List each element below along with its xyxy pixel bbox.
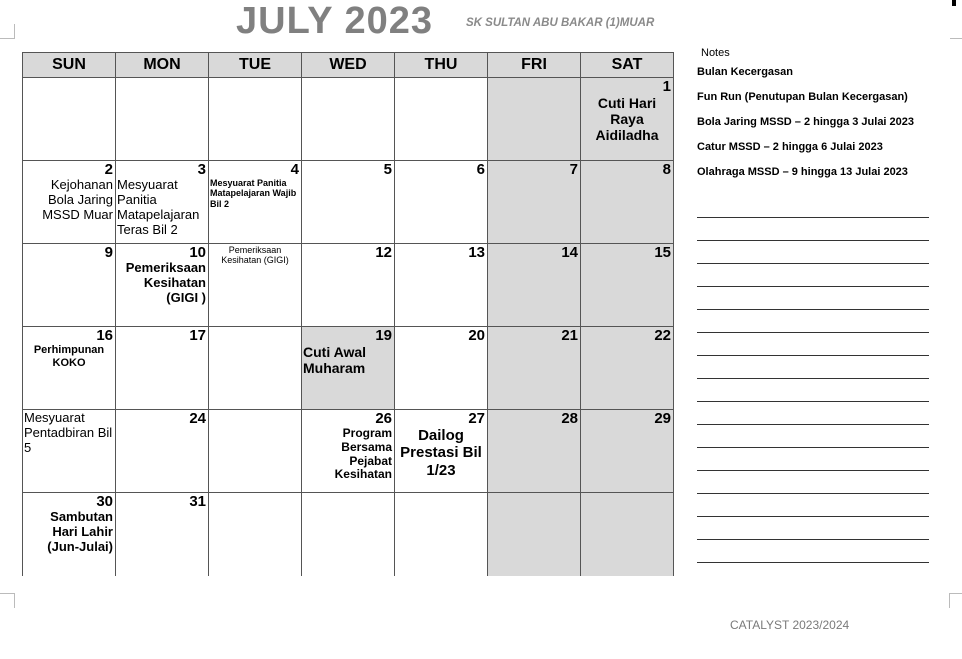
week-row xyxy=(23,410,674,493)
day-cell[interactable] xyxy=(209,493,302,576)
note-item: Catur MSSD – 2 hingga 6 Julai 2023 xyxy=(697,141,883,153)
day-number: 1 xyxy=(662,78,671,95)
note-line xyxy=(697,448,929,471)
day-number: 13 xyxy=(468,244,485,261)
day-number: 21 xyxy=(561,327,578,344)
day-cell[interactable] xyxy=(488,78,581,161)
day-number xyxy=(209,78,301,79)
day-number xyxy=(395,78,487,79)
weekday-header: WED xyxy=(302,53,395,78)
day-number: 22 xyxy=(654,327,671,344)
note-line xyxy=(697,379,929,402)
footer-label: CATALYST 2023/2024 xyxy=(730,618,850,632)
day-number: 3 xyxy=(197,161,206,178)
day-cell[interactable] xyxy=(209,410,302,493)
day-cell[interactable] xyxy=(488,161,581,244)
weekday-header: TUE xyxy=(209,53,302,78)
day-number: 20 xyxy=(468,327,485,344)
day-event: Mesyuarat Panitia Matapelajaran Wajib Bil 2 xyxy=(210,178,297,209)
day-event: Cuti Awal Muharam xyxy=(303,344,367,377)
day-cell[interactable] xyxy=(23,493,116,576)
day-number: 14 xyxy=(561,244,578,261)
day-cell[interactable] xyxy=(395,78,488,161)
day-number xyxy=(23,78,115,79)
weekday-header: THU xyxy=(395,53,488,78)
week-row xyxy=(23,244,674,327)
day-cell[interactable] xyxy=(395,410,488,493)
week-row xyxy=(23,161,674,244)
note-line xyxy=(697,517,929,540)
day-cell[interactable] xyxy=(395,493,488,576)
day-cell[interactable] xyxy=(302,161,395,244)
day-number: 2 xyxy=(104,161,113,178)
day-cell[interactable] xyxy=(116,244,209,327)
day-number: 9 xyxy=(104,244,113,261)
day-number xyxy=(116,78,208,79)
calendar-header xyxy=(236,0,696,40)
day-cell[interactable] xyxy=(209,161,302,244)
day-number: 19 xyxy=(375,327,392,344)
note-line xyxy=(697,241,929,264)
calendar-grid xyxy=(22,52,674,577)
day-event: Mesyuarat Panitia Matapelajaran Teras Bil 2 xyxy=(117,177,200,237)
day-cell[interactable] xyxy=(23,327,116,410)
weekday-header: SUN xyxy=(23,53,116,78)
day-cell[interactable] xyxy=(302,410,395,493)
day-number: 27 xyxy=(468,410,485,427)
note-line xyxy=(697,310,929,333)
day-number: 12 xyxy=(375,244,392,261)
day-number xyxy=(302,493,394,494)
day-cell[interactable] xyxy=(395,161,488,244)
day-number xyxy=(488,493,580,494)
day-number xyxy=(209,493,301,494)
crop-mark-bottom-left xyxy=(0,593,14,594)
day-event: Mesyuarat Pentadbiran Bil 5 xyxy=(24,410,113,455)
day-cell[interactable] xyxy=(116,327,209,410)
day-cell[interactable] xyxy=(23,244,116,327)
note-line xyxy=(697,402,929,425)
day-number: 8 xyxy=(662,161,671,178)
week-row xyxy=(23,78,674,161)
crop-mark-top-left-v xyxy=(14,24,15,39)
day-cell[interactable] xyxy=(116,161,209,244)
day-event: Pemeriksaan Kesihatan (GIGI ) xyxy=(125,260,206,305)
day-number xyxy=(581,493,673,494)
day-cell[interactable] xyxy=(488,410,581,493)
day-cell[interactable] xyxy=(581,244,674,327)
day-event: Kejohanan Bola Jaring MSSD Muar xyxy=(42,177,113,222)
note-line xyxy=(697,287,929,310)
day-number: 5 xyxy=(383,161,392,178)
note-line xyxy=(697,425,929,448)
day-cell[interactable] xyxy=(302,327,395,410)
note-item: Bola Jaring MSSD – 2 hingga 3 Julai 2023 xyxy=(697,116,915,128)
day-number: 29 xyxy=(654,410,671,427)
day-number: 4 xyxy=(290,161,299,178)
day-cell[interactable] xyxy=(23,410,116,493)
note-item: Bulan Kecergasan xyxy=(697,66,793,78)
weekday-header: SAT xyxy=(581,53,674,78)
day-cell[interactable] xyxy=(302,244,395,327)
day-cell[interactable] xyxy=(488,327,581,410)
notes-panel xyxy=(697,47,932,191)
day-cell[interactable] xyxy=(23,78,116,161)
note-line xyxy=(697,333,929,356)
day-cell[interactable] xyxy=(116,493,209,576)
weekday-header: MON xyxy=(116,53,209,78)
note-item: Olahraga MSSD – 9 hingga 13 Julai 2023 xyxy=(697,166,908,178)
crop-mark-bottom-left-v xyxy=(14,593,15,608)
day-cell[interactable] xyxy=(116,410,209,493)
month-title: JULY 2023 xyxy=(236,0,434,42)
day-number xyxy=(209,410,301,411)
day-cell[interactable] xyxy=(209,327,302,410)
day-cell[interactable] xyxy=(395,244,488,327)
note-line xyxy=(697,264,929,287)
day-number: 6 xyxy=(476,161,485,178)
week-row xyxy=(23,493,674,576)
day-cell[interactable] xyxy=(488,244,581,327)
crop-mark-bottom-right xyxy=(950,593,962,594)
day-number: 17 xyxy=(189,327,206,344)
note-line xyxy=(697,540,929,563)
day-number: 31 xyxy=(189,493,206,510)
weekday-header-row xyxy=(23,53,674,78)
note-line xyxy=(697,471,929,494)
day-cell[interactable] xyxy=(209,78,302,161)
crop-mark-top-right xyxy=(952,0,956,6)
day-cell[interactable] xyxy=(581,161,674,244)
day-number xyxy=(395,493,487,494)
day-cell[interactable] xyxy=(581,493,674,576)
note-line xyxy=(697,356,929,379)
day-cell[interactable] xyxy=(23,161,116,244)
day-cell[interactable] xyxy=(302,493,395,576)
day-number: 7 xyxy=(569,161,578,178)
notes-title: Notes xyxy=(701,47,730,59)
day-number xyxy=(488,78,580,79)
day-event: Program Bersama Pejabat Kesihatan xyxy=(334,426,392,482)
day-cell[interactable] xyxy=(581,327,674,410)
day-cell[interactable] xyxy=(209,244,302,327)
day-cell[interactable] xyxy=(302,78,395,161)
week-row xyxy=(23,327,674,410)
note-line xyxy=(697,494,929,517)
crop-mark-top-left xyxy=(0,38,14,39)
day-cell[interactable] xyxy=(581,78,674,161)
day-number: 10 xyxy=(189,244,206,261)
day-number: 24 xyxy=(189,410,206,427)
day-cell[interactable] xyxy=(116,78,209,161)
day-number: 16 xyxy=(96,327,113,344)
day-number xyxy=(209,327,301,328)
day-number: 28 xyxy=(561,410,578,427)
notes-ruled-lines xyxy=(697,217,929,563)
school-name: SK SULTAN ABU BAKAR (1)MUAR xyxy=(466,17,655,29)
day-number: 30 xyxy=(96,493,113,510)
day-cell[interactable] xyxy=(395,327,488,410)
crop-mark-bottom-right-v xyxy=(949,593,950,608)
weekday-header: FRI xyxy=(488,53,581,78)
day-event: Perhimpunan KOKO xyxy=(33,344,105,369)
calendar-table xyxy=(22,52,674,576)
day-number: 26 xyxy=(375,410,392,427)
day-event: Sambutan Hari Lahir (Jun-Julai) xyxy=(47,509,113,554)
day-number: 15 xyxy=(654,244,671,261)
day-event: Pemeriksaan Kesihatan (GIGI) xyxy=(221,245,289,266)
day-number xyxy=(302,78,394,79)
note-line xyxy=(697,218,929,241)
day-cell[interactable] xyxy=(488,493,581,576)
note-item: Fun Run (Penutupan Bulan Kecergasan) xyxy=(697,91,908,103)
day-cell[interactable] xyxy=(581,410,674,493)
day-event: Cuti Hari Raya Aidiladha xyxy=(595,95,659,144)
day-event: Dailog Prestasi Bil 1/23 xyxy=(400,427,482,479)
crop-mark-top-right-line xyxy=(950,38,962,39)
